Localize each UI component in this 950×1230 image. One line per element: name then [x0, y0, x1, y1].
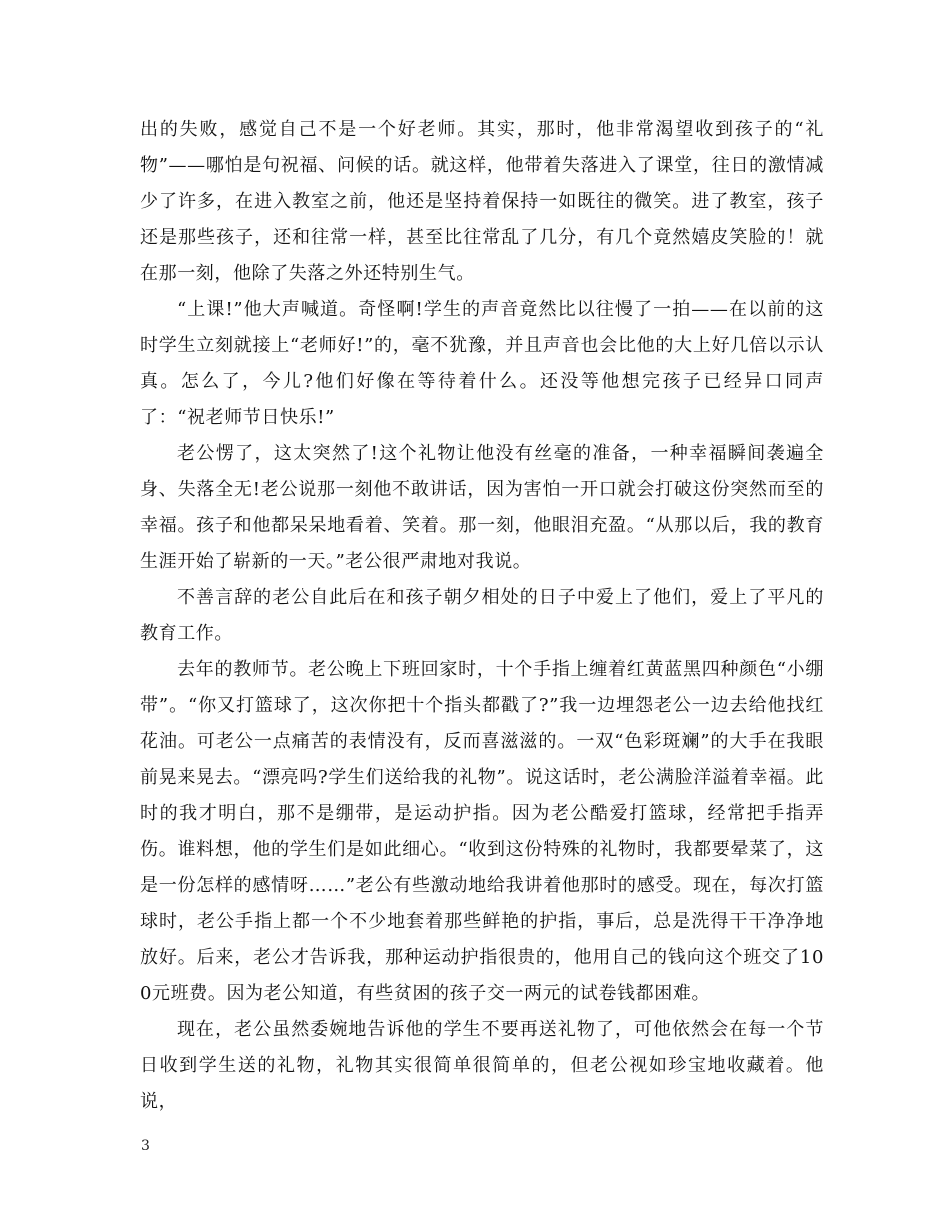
page-number: 3: [141, 1138, 150, 1154]
paragraph-1: 出的失败，感觉自己不是一个好老师。其实，那时，他非常渴望收到孩子的“礼物”——哪怕是句祝福、问候的话。就这样，他带着失落进入了课堂，往日的激情减少了许多，在进入教室之前，他还是坚持着保持一如既往的微笑。进了教室，孩子还是那些孩子，还和往常一样，甚至比往常乱了几分，有几个竟然嬉皮笑脸的！就在那一刻，他除了失落之外还特别生气。: [140, 119, 824, 284]
paragraph-2: “上课!”他大声喊道。奇怪啊!学生的声音竟然比以往慢了一拍——在以前的这时学生立刻就接上“老师好!”的，毫不犹豫，并且声音也会比他的大上好几倍以示认真。怎么了，今儿?他们好像在等待着什么。还没等他想完孩子已经异口同声了：“祝老师节日快乐!”: [140, 299, 824, 428]
paragraph-5: 去年的教师节。老公晚上下班回家时，十个手指上缠着红黄蓝黑四种颜色“小绷带”。“你又打篮球了，这次你把十个指头都戳了?”我一边埋怨老公一边去给他找红花油。可老公一点痛苦的表情没有，反而喜滋滋的。一双“色彩斑斓”的大手在我眼前晃来晃去。“漂亮吗?学生们送给我的礼物”。说这话时，老公满脸洋溢着幸福。此时的我才明白，那不是绷带，是运动护指。因为老公酷爱打篮球，经常把手指弄伤。谁料想，他的学生们是如此细心。“收到这份特殊的礼物时，我都要晕菜了，这是一份怎样的感情呀……”老公有些激动地给我讲着他那时的感受。现在，每次打篮球时，老公手指上都一个不少地套着那些鲜艳的护指，事后，总是洗得干干净净地放好。后来，老公才告诉我，那种运动护指很贵的，他用自己的钱向这个班交了100元班费。因为老公知道，有些贫困的孩子交一两元的试卷钱都困难。: [140, 659, 824, 1004]
paragraph-4: 不善言辞的老公自此后在和孩子朝夕相处的日子中爱上了他们，爱上了平凡的教育工作。: [140, 587, 824, 644]
paragraph-6: 现在，老公虽然委婉地告诉他的学生不要再送礼物了，可他依然会在每一个节日收到学生送的礼物，礼物其实很简单很简单的，但老公视如珍宝地收藏着。他说，: [140, 1019, 824, 1112]
body-text: [140, 112, 824, 1120]
paragraph-3: 老公愣了，这太突然了!这个礼物让他没有丝毫的准备，一种幸福瞬间袭遍全身、失落全无!老公说那一刻他不敢讲话，因为害怕一开口就会打破这份突然而至的幸福。孩子和他都呆呆地看着、笑着。那一刻，他眼泪充盈。“从那以后，我的教育生涯开始了崭新的一天。”老公很严肃地对我说。: [140, 443, 824, 572]
